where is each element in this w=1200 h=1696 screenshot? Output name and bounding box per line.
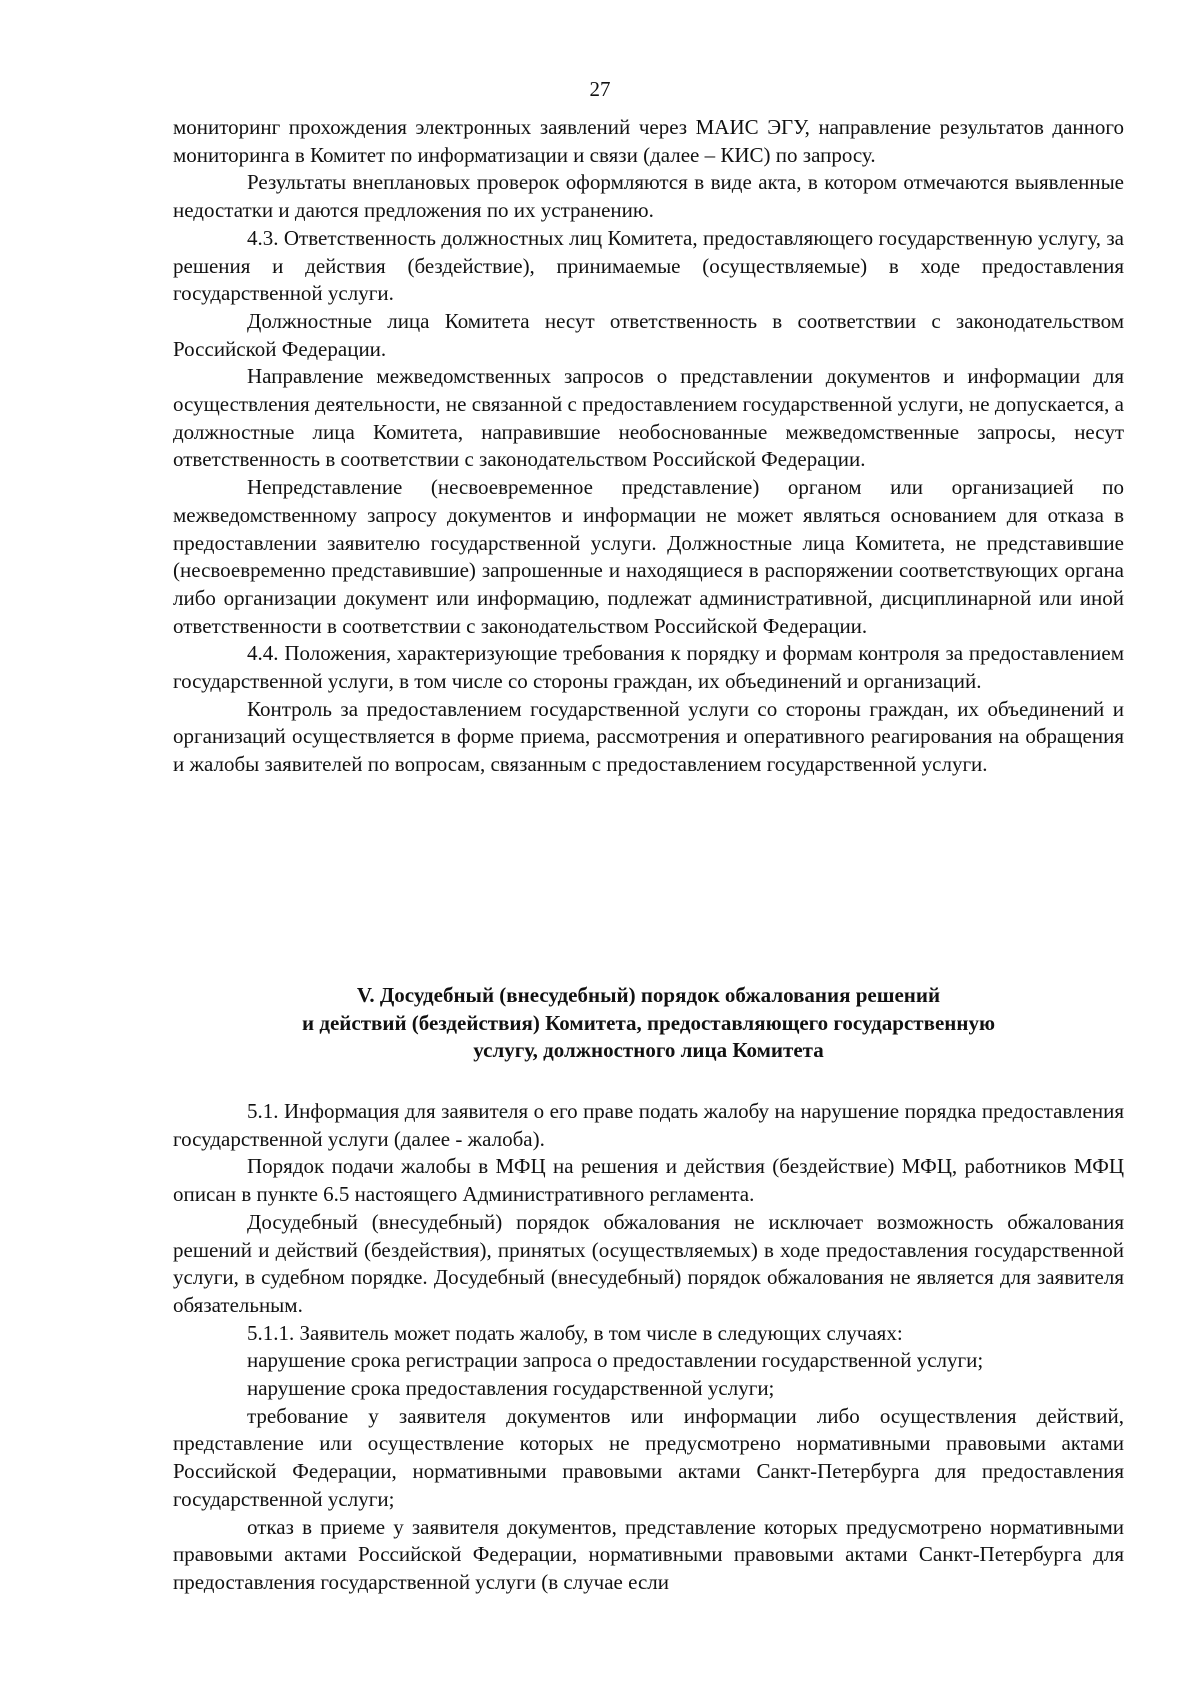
paragraph: нарушение срока регистрации запроса о предоставлении государственной услуги; [247,1348,984,1373]
paragraph: мониторинг прохождения электронных заявлений через МАИС ЭГУ, направление результатов данного мониторинга в Комитет по информатизации и связи (далее – КИС) по запросу. [173,115,1124,167]
paragraph: Непредставление (несвоевременное представление) органом или организацией по межведомственному запросу документов и информации не может являться основанием для отказа в предоставлении заявителю государственной услуги. Должностные лица Комитета, не представившие (несвоевременно представившие) запрошенные и находящиеся в распоряжении соответствующих органа либо организации документ или информацию, подлежат административной, дисциплинарной или иной ответственности в соответствии с законодательством Российской Федерации. [173,475,1124,638]
section-heading-line: V. Досудебный (внесудебный) порядок обжалования решений [356,983,941,1007]
paragraph: отказ в приеме у заявителя документов, представление которых предусмотрено нормативными правовыми актами Российской Федерации, нормативными правовыми актами Санкт-Петербурга для предоставления государственной услуги (в случае если [173,1514,1124,1594]
paragraph: Направление межведомственных запросов о представлении документов и информации для осуществления деятельности, не связанной с предоставлением государственной услуги, не допускается, а должностные лица Комитета, направившие необоснованные межведомственные запросы, несут ответственность в соответствии с законодательством Российской Федерации. [173,364,1124,472]
paragraph: Порядок подачи жалобы в МФЦ на решения и действия (бездействие) МФЦ, работников МФЦ описан в пункте 6.5 настоящего Административного регламента. [173,1154,1124,1207]
paragraph: 4.3. Ответственность должностных лиц Комитета, предоставляющего государственную услугу, за решения и действия (бездействие), принимаемые (осуществляемые) в ходе предоставления государственной услуги. [173,225,1124,306]
section-heading-line: и действий (бездействия) Комитета, предоставляющего государственную [301,1010,996,1035]
section-heading-line: услугу, должностного лица Комитета [473,1038,824,1063]
paragraph: Контроль за предоставлением государственной услуги со стороны граждан, их объединений и организаций осуществляется в форме приема, рассмотрения и оперативного реагирования на обращения и жалобы заявителей по вопросам, связанным с предоставлением государственной услуги. [173,696,1124,777]
paragraph: Результаты внеплановых проверок оформляются в виде акта, в котором отмечаются выявленные недостатки и даются предложения по их устранению. [173,170,1124,223]
paragraph: Досудебный (внесудебный) порядок обжалования не исключает возможность обжалования решений и действий (бездействия), принятых (осуществляемых) в ходе предоставления государственной услуги, в судебном порядке. Досудебный (внесудебный) порядок обжалования не является для заявителя обязательным. [173,1209,1124,1317]
paragraph: нарушение срока предоставления государственной услуги; [247,1376,775,1401]
paragraph: 5.1. Информация для заявителя о его праве подать жалобу на нарушение порядка предоставления государственной услуги (далее - жалоба). [173,1099,1124,1151]
paragraph: 5.1.1. Заявитель может подать жалобу, в том числе в следующих случаях: [247,1320,903,1345]
paragraph: Должностные лица Комитета несут ответственность в соответствии с законодательством Российской Федерации. [173,308,1124,361]
page-number: 27 [589,77,611,101]
body-text-top [173,114,1124,779]
body-text-bottom [173,1098,1124,1597]
paragraph: 4.4. Положения, характеризующие требования к порядку и формам контроля за предоставлением государственной услуги, в том числе со стороны граждан, их объединений и организаций. [173,641,1124,694]
paragraph: требование у заявителя документов или информации либо осуществления действий, представление или осуществление которых не предусмотрено нормативными правовыми актами Российской Федерации, нормативными правовыми актами Санкт-Петербурга для предоставления государственной услуги; [173,1403,1124,1511]
section-heading [173,982,1124,1065]
